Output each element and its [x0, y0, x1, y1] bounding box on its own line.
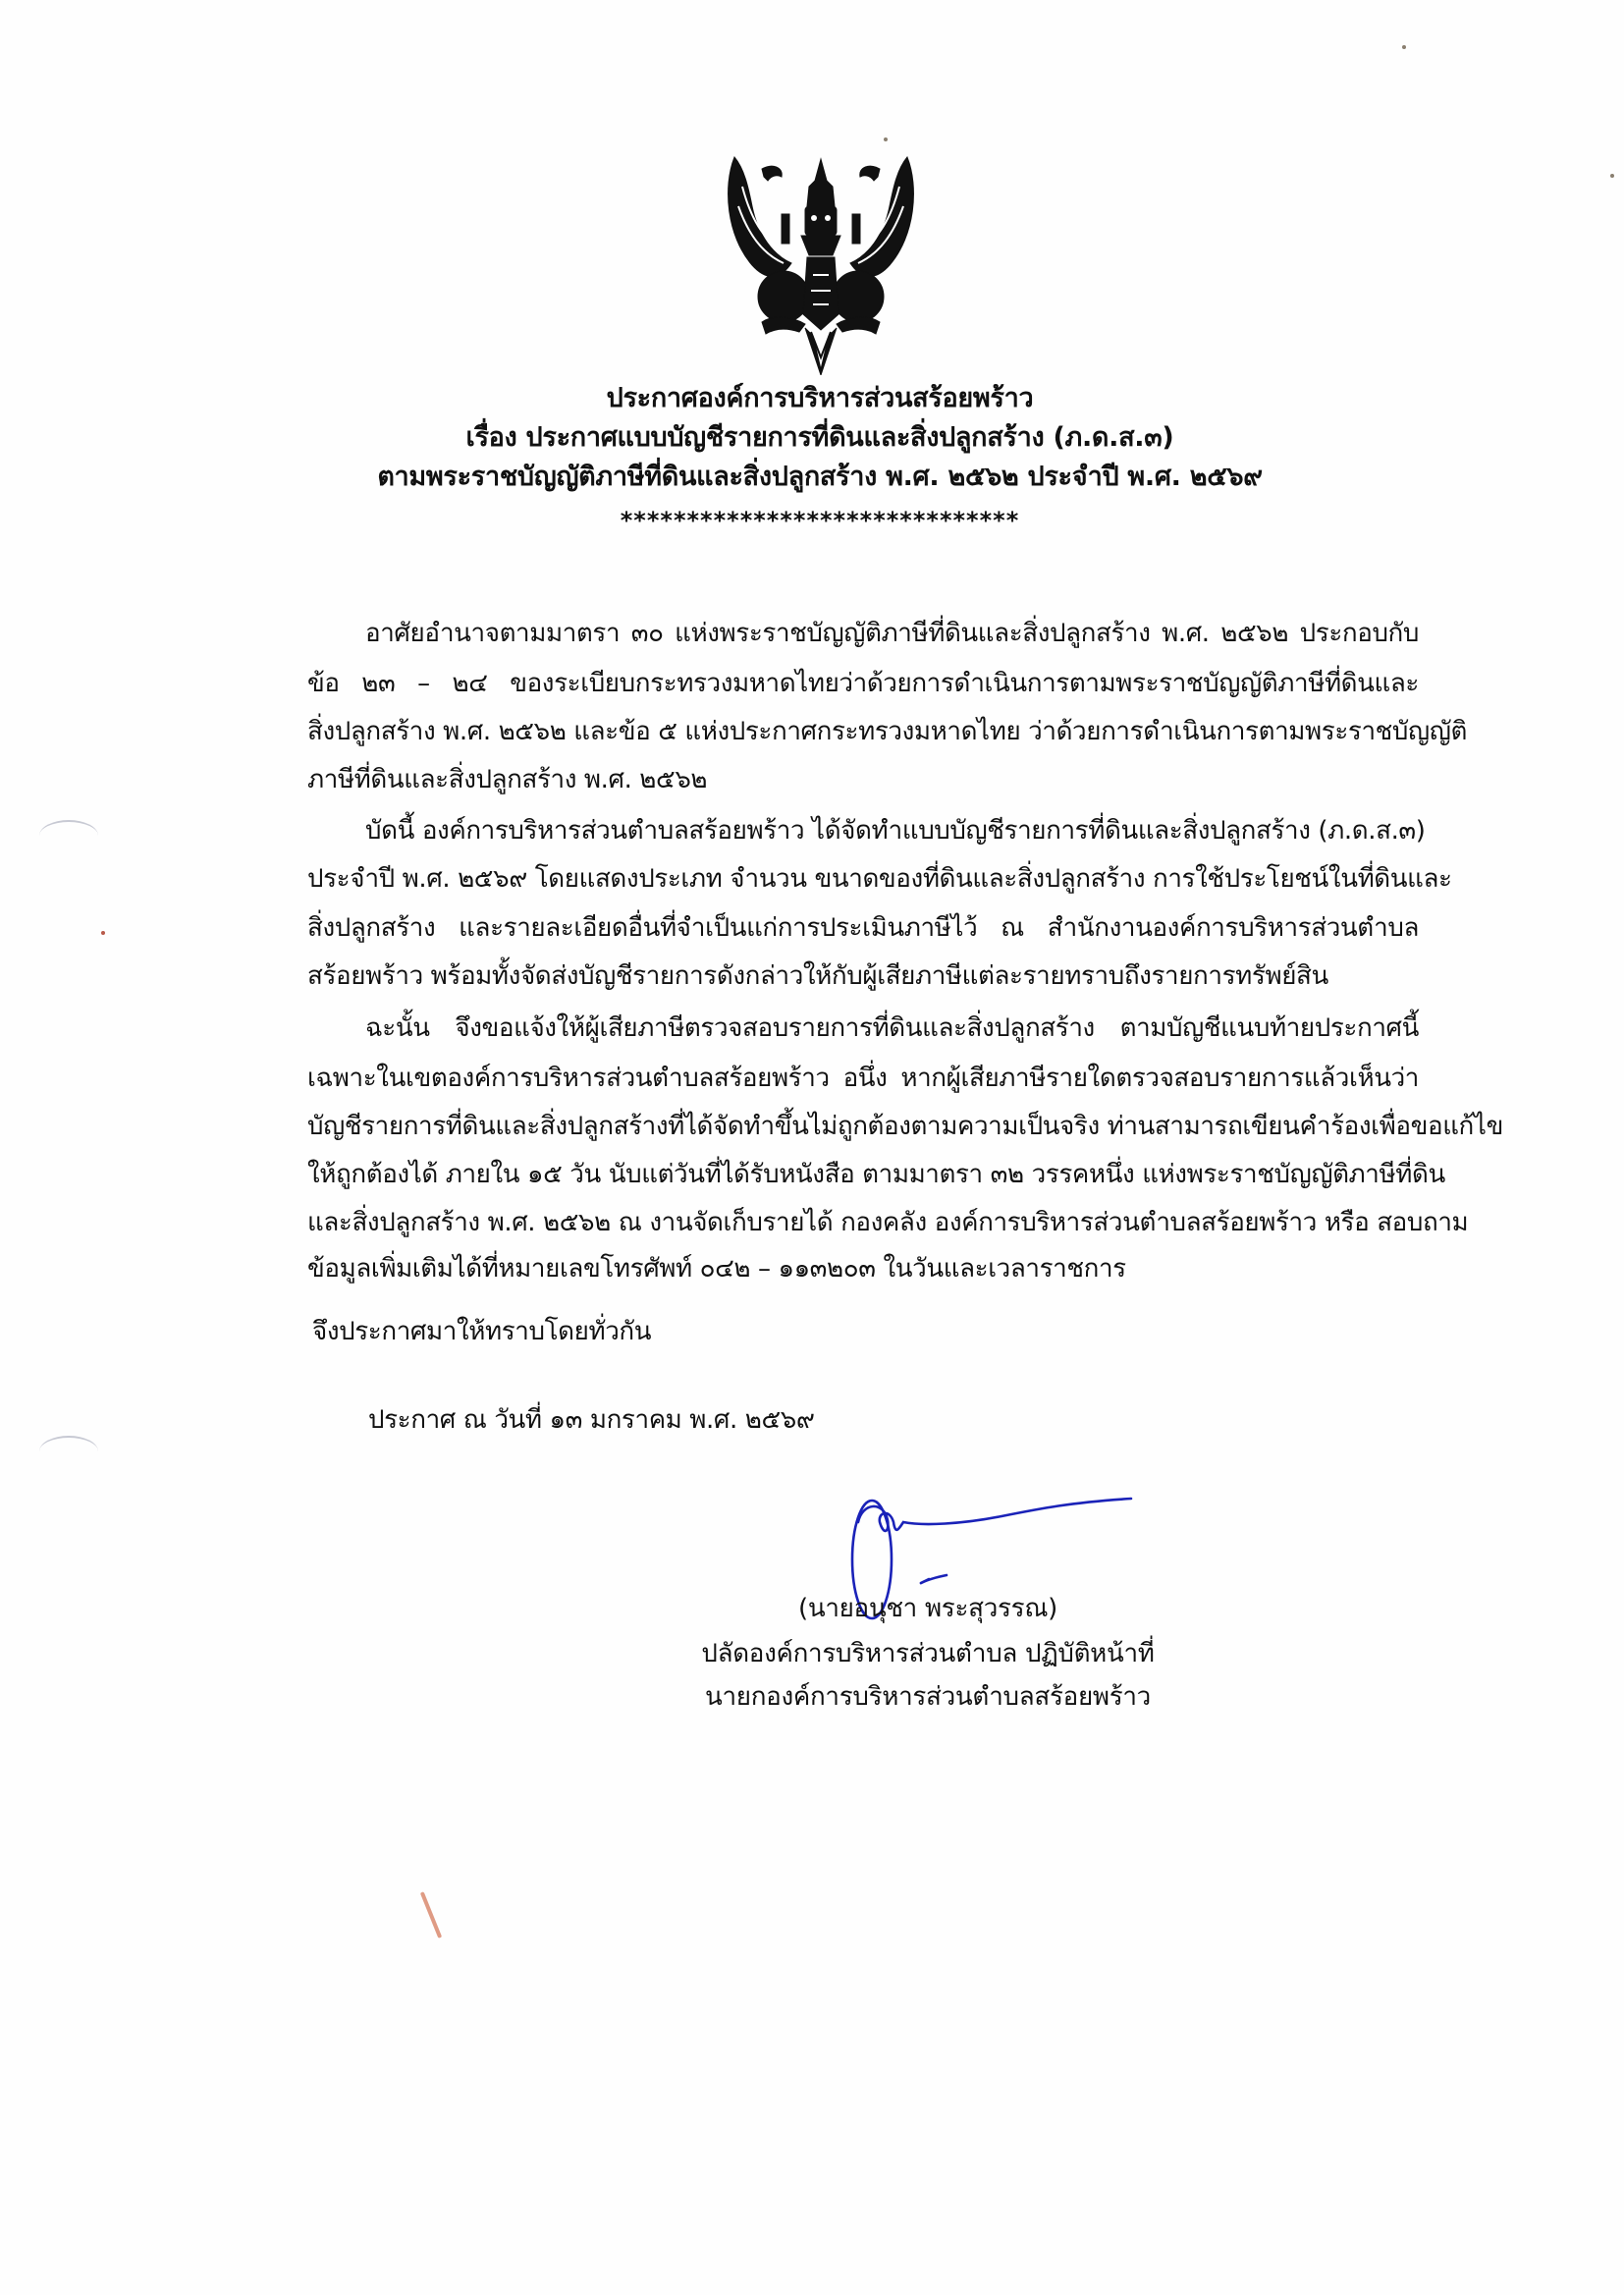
paragraph-3-line: เฉพาะในเขตองค์การบริหารส่วนตำบลสร้อยพร้าว อนึ่ง หากผู้เสียภาษีรายใดตรวจสอบรายการแล้วเห็นว่า — [307, 1064, 1419, 1093]
scan-speck — [884, 137, 888, 141]
hole-punch-mark — [39, 1436, 98, 1467]
hole-punch-mark — [39, 820, 98, 851]
paragraph-1-line: ข้อ ๒๓ – ๒๔ ของระเบียบกระทรวงมหาดไทยว่าด้วยการดำเนินการตามพระราชบัญญัติภาษีที่ดินและ — [307, 669, 1419, 698]
paragraph-1-line: สิ่งปลูกสร้าง พ.ศ. ๒๕๖๒ และข้อ ๕ แห่งประกาศกระทรวงมหาดไทย ว่าด้วยการดำเนินการตามพระราชบัญญัติ — [307, 717, 1468, 746]
red-pen-mark — [420, 1891, 442, 1939]
scan-speck — [101, 931, 105, 935]
announcement-date: ประกาศ ณ วันที่ ๑๓ มกราคม พ.ศ. ๒๕๖๙ — [368, 1405, 815, 1435]
paragraph-2-line: สร้อยพร้าว พร้อมทั้งจัดส่งบัญชีรายการดังกล่าวให้กับผู้เสียภาษีแต่ละรายทราบถึงรายการทรัพย์สิน — [307, 961, 1328, 991]
paragraph-1-line: อาศัยอำนาจตามมาตรา ๓๐ แห่งพระราชบัญญัติภาษีที่ดินและสิ่งปลูกสร้าง พ.ศ. ๒๕๖๒ ประกอบกับ — [365, 619, 1419, 648]
garuda-emblem-icon — [722, 147, 920, 375]
scan-speck — [1402, 45, 1406, 49]
paragraph-3-line: ฉะนั้น จึงขอแจ้งให้ผู้เสียภาษีตรวจสอบรายการที่ดินและสิ่งปลูกสร้าง ตามบัญชีแนบท้ายประกาศนี้ — [365, 1013, 1419, 1043]
signatory-name: (นายอนุชา พระสุวรรณ) — [798, 1594, 1057, 1623]
paragraph-3-line: ให้ถูกต้องได้ ภายใน ๑๕ วัน นับแต่วันที่ได้รับหนังสือ ตามมาตรา ๓๒ วรรคหนึ่ง แห่งพระราชบัญญัติภาษีที่ดิน — [307, 1160, 1445, 1189]
paragraph-2-line: ประจำปี พ.ศ. ๒๕๖๙ โดยแสดงประเภท จำนวน ขนาดของที่ดินและสิ่งปลูกสร้าง การใช้ประโยชน์ในที่ดินและ — [307, 864, 1452, 894]
signatory-position-line-1: ปลัดองค์การบริหารส่วนตำบล ปฏิบัติหน้าที่ — [701, 1639, 1155, 1668]
paragraph-3-line: ข้อมูลเพิ่มเติมได้ที่หมายเลขโทรศัพท์ ๐๔๒ – ๑๑๓๒๐๓ ในวันและเวลาราชการ — [307, 1254, 1126, 1284]
announcement-subject: เรื่อง ประกาศแบบบัญชีรายการที่ดินและสิ่งปลูกสร้าง (ภ.ด.ส.๓) — [465, 422, 1174, 453]
paragraph-2-line: บัดนี้ องค์การบริหารส่วนตำบลสร้อยพร้าว ได้จัดทำแบบบัญชีรายการที่ดินและสิ่งปลูกสร้าง (ภ.ด.ส.๓) — [365, 816, 1426, 846]
closing-statement: จึงประกาศมาให้ทราบโดยทั่วกัน — [312, 1317, 652, 1346]
paragraph-2-line: สิ่งปลูกสร้าง และรายละเอียดอื่นที่จำเป็นแก่การประเมินภาษีไว้ ณ สำนักงานองค์การบริหารส่วนตำบล — [307, 913, 1419, 943]
paragraph-1-line: ภาษีที่ดินและสิ่งปลูกสร้าง พ.ศ. ๒๕๖๒ — [307, 765, 708, 794]
signatory-position-line-2: นายกองค์การบริหารส่วนตำบลสร้อยพร้าว — [705, 1682, 1151, 1712]
header-separator: ****************************** — [620, 507, 1020, 534]
paragraph-3-line: และสิ่งปลูกสร้าง พ.ศ. ๒๕๖๒ ณ งานจัดเก็บรายได้ กองคลัง องค์การบริหารส่วนตำบลสร้อยพร้าว หรือ สอบถาม — [307, 1208, 1469, 1237]
announcement-issuer: ประกาศองค์การบริหารส่วนสร้อยพร้าว — [606, 383, 1034, 413]
scan-speck — [1610, 174, 1614, 178]
paragraph-3-line: บัญชีรายการที่ดินและสิ่งปลูกสร้างที่ได้จัดทำขึ้นไม่ถูกต้องตามความเป็นจริง ท่านสามารถเขียนคำร้องเพื่อขอแก้ไข — [307, 1112, 1503, 1141]
announcement-act-reference: ตามพระราชบัญญัติภาษีที่ดินและสิ่งปลูกสร้าง พ.ศ. ๒๕๖๒ ประจำปี พ.ศ. ๒๕๖๙ — [377, 462, 1263, 492]
